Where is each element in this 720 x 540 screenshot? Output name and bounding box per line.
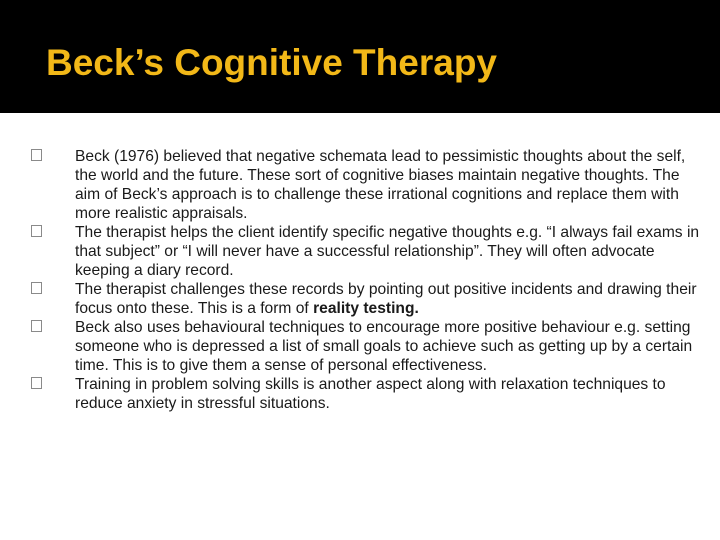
bullet-item [75, 375, 700, 413]
square-marker-icon [31, 149, 42, 161]
bullet-text: Beck also uses behavioural techniques to encourage more positive behaviour e.g. setting someone who is depressed a list of small goals to achieve such as getting up by a certain time. This is to give them a sense of personal effectiveness. [75, 319, 693, 374]
bullet-text: The therapist challenges these records by pointing out positive incidents and drawing their focus onto these. This is a form of [75, 281, 697, 317]
bullet-text: Training in problem solving skills is another aspect along with relaxation techniques to reduce anxiety in stressful situations. [75, 376, 666, 412]
bullet-item [75, 147, 700, 223]
bullet-text: The therapist helps the client identify specific negative thoughts e.g. “I always fail exams in that subject” or “I will never have a successful relationship”. They will often advocate keeping a diary record. [75, 224, 700, 279]
bullet-list [75, 147, 700, 413]
bullet-text: Beck (1976) believed that negative schemata lead to pessimistic thoughts about the self, the world and the future. These sort of cognitive biases maintain negative thoughts. The aim of Beck’s approach is to challenge these irrational cognitions and replace them with more realistic appraisals. [75, 148, 686, 222]
slide-title: Beck’s Cognitive Therapy [46, 42, 497, 83]
square-marker-icon [31, 377, 42, 389]
bullet-item [75, 223, 700, 280]
bullet-item [75, 318, 700, 375]
bullet-emphasis: reality testing. [313, 300, 419, 317]
bullet-item [75, 280, 700, 318]
square-marker-icon [31, 320, 42, 332]
square-marker-icon [31, 282, 42, 294]
square-marker-icon [31, 225, 42, 237]
